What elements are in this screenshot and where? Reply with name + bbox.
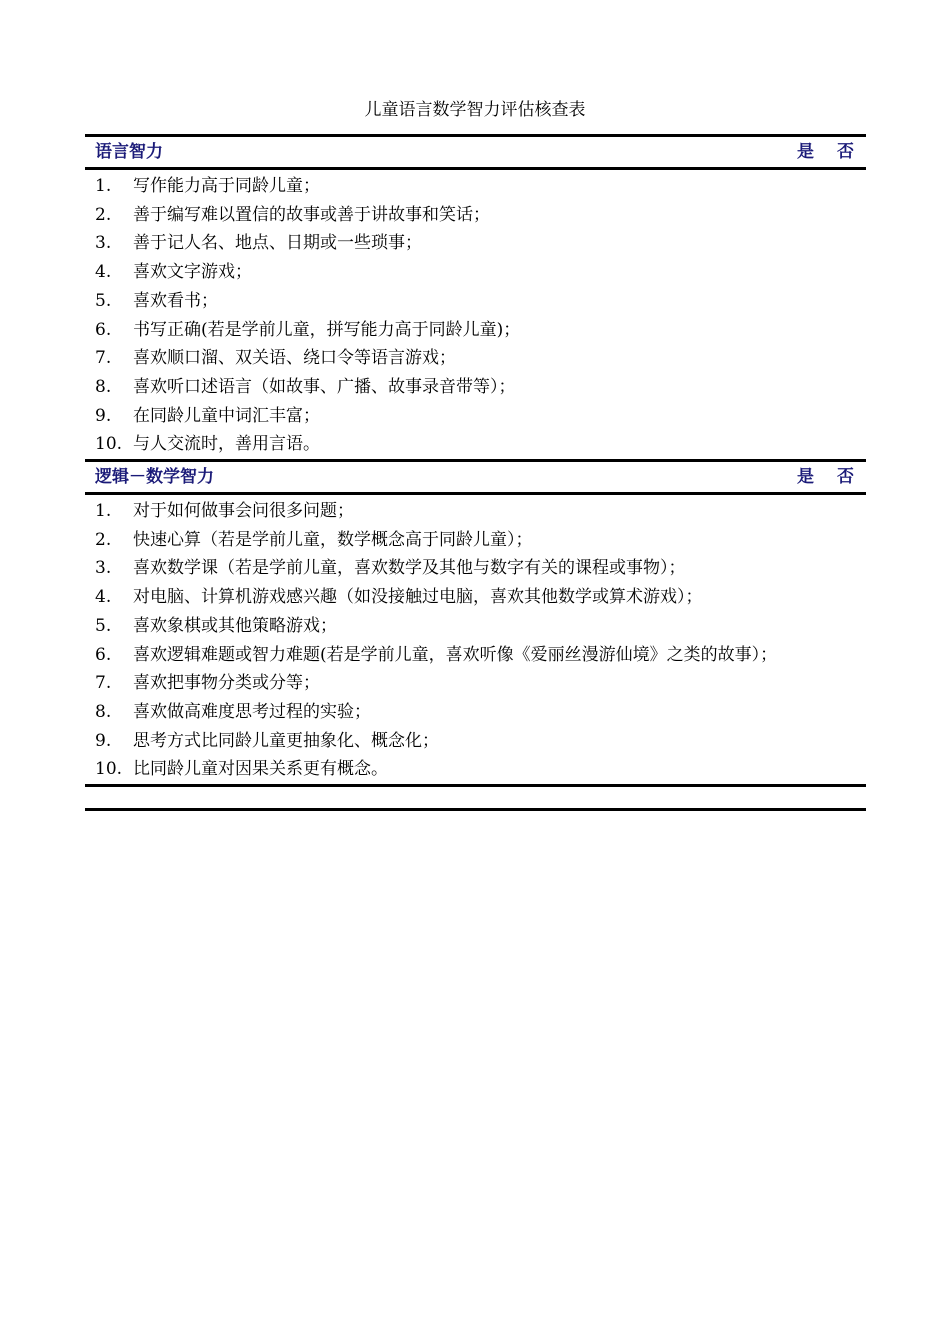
- list-item: [85, 316, 866, 345]
- item-number: 3.: [95, 233, 112, 254]
- list-item: [85, 554, 866, 583]
- item-text: 与人交流时，善用言语。: [133, 434, 320, 455]
- yes-column-label: 是: [797, 467, 814, 488]
- item-list-logic-math: [85, 495, 866, 784]
- section-title: 逻辑－数学智力: [95, 467, 214, 488]
- item-number: 8.: [95, 701, 112, 722]
- document-title: 儿童语言数学智力评估核查表: [364, 100, 586, 120]
- section-title: 语言智力: [95, 142, 163, 162]
- item-text: 喜欢象棋或其他策略游戏；: [133, 615, 337, 636]
- item-number: 5.: [95, 615, 112, 636]
- list-item: [85, 612, 866, 641]
- item-number: 8.: [95, 376, 112, 397]
- empty-row: [85, 787, 866, 808]
- item-number: 4.: [95, 587, 112, 608]
- item-text: 快速心算（若是学前儿童，数学概念高于同龄儿童）；: [133, 529, 533, 550]
- item-number: 7.: [95, 348, 112, 369]
- list-item: [85, 172, 866, 201]
- list-item: [85, 287, 866, 316]
- item-number: 2.: [95, 529, 112, 550]
- item-number: 6.: [95, 319, 112, 340]
- list-item: [85, 669, 866, 698]
- item-text: 善于记人名、地点、日期或一些琐事；: [133, 233, 422, 254]
- item-number: 10.: [95, 434, 123, 455]
- item-text: 喜欢看书；: [133, 290, 218, 311]
- item-text: 喜欢数学课（若是学前儿童，喜欢数学及其他与数字有关的课程或事物）；: [133, 558, 686, 579]
- yes-column-label: 是: [797, 142, 814, 162]
- item-text: 在同龄儿童中词汇丰富；: [133, 405, 320, 426]
- item-text: 喜欢把事物分类或分等；: [133, 673, 320, 694]
- list-item: [85, 583, 866, 612]
- list-item: [85, 526, 866, 555]
- item-text: 喜欢听口述语言（如故事、广播、故事录音带等）；: [133, 376, 516, 397]
- list-item: [85, 497, 866, 526]
- item-number: 9.: [95, 730, 112, 751]
- item-text: 喜欢顺口溜、双关语、绕口令等语言游戏；: [133, 348, 456, 369]
- no-column-label: 否: [837, 142, 854, 162]
- list-item: [85, 727, 866, 756]
- item-number: 1.: [95, 501, 112, 522]
- section-header-language: [85, 137, 866, 167]
- item-text: 喜欢文字游戏；: [133, 262, 252, 283]
- list-item: [85, 201, 866, 230]
- item-text: 比同龄儿童对因果关系更有概念。: [133, 759, 388, 780]
- item-text: 喜欢逻辑难题或智力难题(若是学前儿童，喜欢听像《爱丽丝漫游仙境》之类的故事）；: [133, 644, 778, 665]
- item-number: 9.: [95, 405, 112, 426]
- item-list-language: [85, 170, 866, 459]
- checklist-table: [85, 134, 866, 811]
- item-number: 3.: [95, 558, 112, 579]
- bottom-rule: [85, 808, 866, 811]
- item-number: 1.: [95, 176, 112, 196]
- item-number: 5.: [95, 290, 112, 311]
- list-item: [85, 258, 866, 287]
- list-item: [85, 641, 866, 670]
- no-column-label: 否: [837, 467, 854, 488]
- item-text: 写作能力高于同龄儿童；: [133, 176, 320, 196]
- section-header-logic-math: [85, 462, 866, 492]
- item-number: 2.: [95, 204, 112, 225]
- item-number: 7.: [95, 673, 112, 694]
- item-text: 善于编写难以置信的故事或善于讲故事和笑话；: [133, 204, 490, 225]
- item-text: 对电脑、计算机游戏感兴趣（如没接触过电脑，喜欢其他数学或算术游戏）；: [133, 587, 703, 608]
- list-item: [85, 373, 866, 402]
- item-number: 10.: [95, 759, 123, 780]
- item-number: 4.: [95, 262, 112, 283]
- list-item: [85, 755, 866, 784]
- item-text: 喜欢做高难度思考过程的实验；: [133, 701, 371, 722]
- item-text: 思考方式比同龄儿童更抽象化、概念化；: [133, 730, 439, 751]
- list-item: [85, 430, 866, 459]
- item-text: 书写正确(若是学前儿童，拼写能力高于同龄儿童)；: [133, 319, 521, 340]
- list-item: [85, 698, 866, 727]
- item-text: 对于如何做事会问很多问题；: [133, 501, 354, 522]
- list-item: [85, 402, 866, 431]
- list-item: [85, 344, 866, 373]
- list-item: [85, 229, 866, 258]
- item-number: 6.: [95, 644, 112, 665]
